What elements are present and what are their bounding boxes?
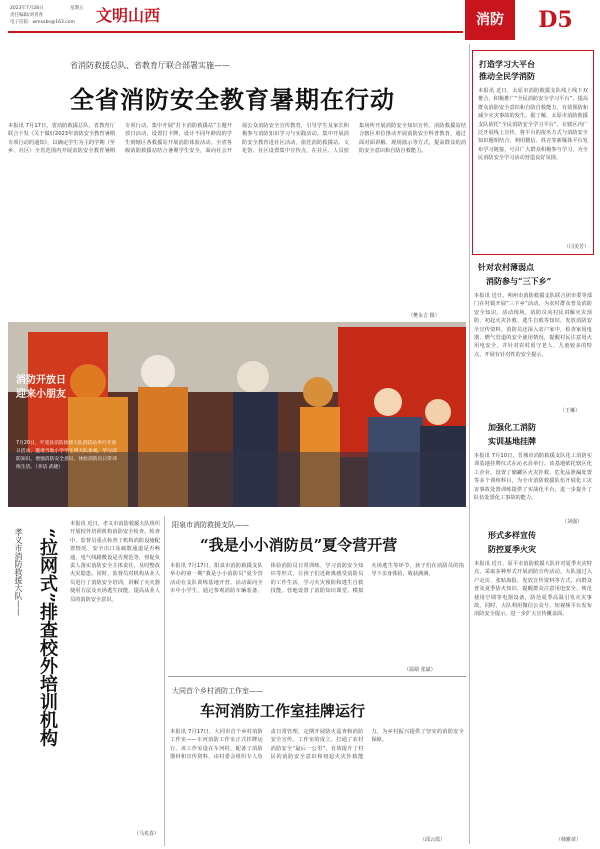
story2-title-2: 消防参与“三下乡” (486, 276, 552, 286)
box-title-2: 推动全民学消防 (479, 71, 535, 81)
lead-kicker: 省消防救援总队、省教育厅联合部署实施—— (70, 61, 230, 70)
story2-credit: （王琳） (560, 408, 581, 414)
left-kicker: 孝义市消防救援大队—— (14, 528, 23, 616)
photo-overlay-title-1: 消防开放日 (16, 375, 66, 386)
firefighters-photo (8, 313, 466, 507)
lead-body: 本报讯 7月17日，省消防救援总队、省教育厅联合下发《关于做好2023年消防安全教育暑期专项行动的通知》，以确定学生为主的学期（至乡、社区）全省范围内开展消防安全教育暑期专项行动。集中开展“打卡消防救援站”主题开放日活动，设置打卡牌，设计不同年龄段的学生到辖区各救援站开展消防体验活动。全省各级消防救援站结合暑期学生安全，面向社会开展公众消防安全宣传教育，引导学生及家长积极参与消防知识学习与实践活动。集中开展消防安全教育进社区活动。依托消防救援站、文化馆、社区设置集中宣传点，在社区、人员密集场所开展消防安全知识宣传。消防救援站结合辖区单位推动开展消防安全科普教育，通过面对面讲解、现场演示等方式，提高群众的消防安全意识和自防自救能力。 (8, 123, 466, 155)
story3-title-1: 加强化工消防 (488, 422, 536, 432)
story4-title-1: 形式多样宣传 (488, 530, 536, 540)
section-tab: 消防 (465, 0, 515, 40)
story4-credit: （韩雅苗） (556, 837, 582, 843)
left-body: 本报讯 近日，孝义市消防救援大队组织开展校外培训机构消防安全检查。检查中，监督员重点检查了机构消防设施配置情况、安全出口及疏散通道是否畅通、电气线路敷设是否规范等，督促负责人落实消防安全主体责任，及时整改火灾隐患。同时，监督员对机构从业人员进行了消防安全培训，讲解了灭火器使用方法及火场逃生技能，提高从业人员的消防安全意识。 (70, 521, 160, 603)
bottom-kicker: 大同首个乡村消防工作室—— (172, 687, 263, 695)
header-email: 电子信箱：wmsxbs@163.com (10, 20, 75, 25)
story4-title-2: 防控夏季火灾 (488, 544, 536, 554)
box-credit: （闫美芳） (563, 244, 589, 250)
lead-headline: 全省消防安全教育暑期在行动 (70, 85, 395, 114)
middle-divider (168, 676, 466, 677)
middle-headline: “我是小小消防员”夏令营开营 (200, 536, 398, 554)
middle-kicker: 阳泉市消防救援支队—— (172, 521, 249, 529)
header-editor: 责任编辑/刘青春 (10, 13, 44, 18)
story2-title-1: 针对农村薄弱点 (478, 262, 534, 272)
highlight-box (472, 50, 594, 255)
middle-body: 本报讯 7月17日，阳泉市消防救援支队举办的第一期“我是小小消防员”夏令营活动在支队训练基地开营。活动面向全市中小学生，通过参观消防车辆装备、体验消防员日常训练、学习消防安全知识等形式，让孩子们近距离感受消防员的工作生活，学习火灾预防和逃生自救技能。营地设置了消防知识课堂、模拟火场逃生等环节，孩子们在消防员的指导下亲身体验，收获满满。 (170, 563, 464, 595)
story4-body: 本报讯 近日，原平市消防救援大队针对夏季火灾特点，采取多种形式开展消防宣传活动。大队通过入户走访、张贴海报、发放宣传资料等方式，向群众普及夏季防火知识，提醒群众注意用电安全、规范使用空调等电器设备，防范夏季高温引发火灾事故。同时，大队利用微信公众号、短视频平台发布消防安全提示，进一步扩大宣传覆盖面。 (474, 561, 592, 618)
box-title-1: 打造学习大平台 (479, 59, 535, 69)
bottom-headline: 车河消防工作室挂牌运行 (200, 702, 366, 720)
right-column-divider (469, 44, 470, 844)
photo-caption: 7月20日，平遥县消防救援大队消防站举行开放日活动，邀请当地小学学生到大队参观。学习消防知识，增强消防安全意识，体验消防员日常训练生活。（李洁 武婕） (16, 441, 117, 470)
story3-title-2: 实训基地挂牌 (488, 436, 536, 446)
middle-credit: （温婧 张斌） (404, 667, 436, 673)
header-rule (8, 31, 463, 33)
page-number: D5 (538, 7, 573, 33)
left-headline: “拉网式”排查校外培训机构 (37, 528, 58, 747)
bottom-body: 本报讯 7月17日，大同市首个乡村消防工作室——车河消防工作室正式挂牌运行。该工作室设在车河村，配备了消防器材和宣传资料，由村委会组织专人负责日常管理，定期开展防火巡查和消防安全宣传。工作室的成立，打通了农村消防安全“最后一公里”，有效提升了村民的消防安全意识和初起火灾扑救能力，为乡村振兴提供了坚实的消防安全保障。 (170, 729, 464, 761)
photo-overlay-title (16, 374, 86, 434)
masthead: 文明山西 (96, 6, 161, 25)
box-body: 本报讯 近日，太原市消防救援支队线上线下双推合，积极推广“全民消防安全学习平台”，提高群众消防安全意识和自防自救能力，有效预防和减少火灾事故的发生。据了解，太原市消防救援支队依托“全民消防安全学习平台”，在辖区内广泛开展线上宣传。将平台的报名方式与消防安全知识题相结合，利用微信、抖音等新媒体平台发布学习链接，号召广大群众积极参与学习，为全民消防安全学习活动营造良好氛围。 (478, 88, 588, 162)
header-weekday: 星期五 (70, 6, 84, 11)
story2-body: 本报讯 近日，朔州市消防救援支队联合团市委等部门在村镇开展“三下乡”活动，为农村群众普及消防安全知识。活动现场，消防员向村民讲解火灾预防、初起火灾扑救、逃生自救等知识，发放消防安全宣传资料。消防员还深入农户家中，检查家用电器、燃气管道的安全使用情况，提醒村民注意用火用电安全，并针对农村留守老人、儿童较多的特点，开展有针对性的安全提示。 (474, 293, 592, 358)
story3-credit: （刘强） (562, 519, 583, 525)
header-date: 2023年7月28日 (10, 6, 44, 11)
left-credit: （马兆春） (134, 831, 160, 837)
left-column-divider (164, 516, 165, 846)
bottom-credit: （邱云霞） (420, 837, 446, 843)
story3-body: 本报讯 7月10日，晋城市消防救援支队化工消防实训基地挂牌仪式在沁水县举行。该基地依托辖区化工企业，设置了储罐区火灾扑救、危化品泄漏处置等多个训练科目，为全市消防救援队伍开展化工灾害事故处置训练提供了实战化平台，进一步提升了队伍处置化工事故的能力。 (474, 453, 592, 502)
photo-overlay-title-2: 迎来小朋友 (16, 389, 66, 400)
photo-credit: （樊永吉 摄） (408, 313, 440, 319)
